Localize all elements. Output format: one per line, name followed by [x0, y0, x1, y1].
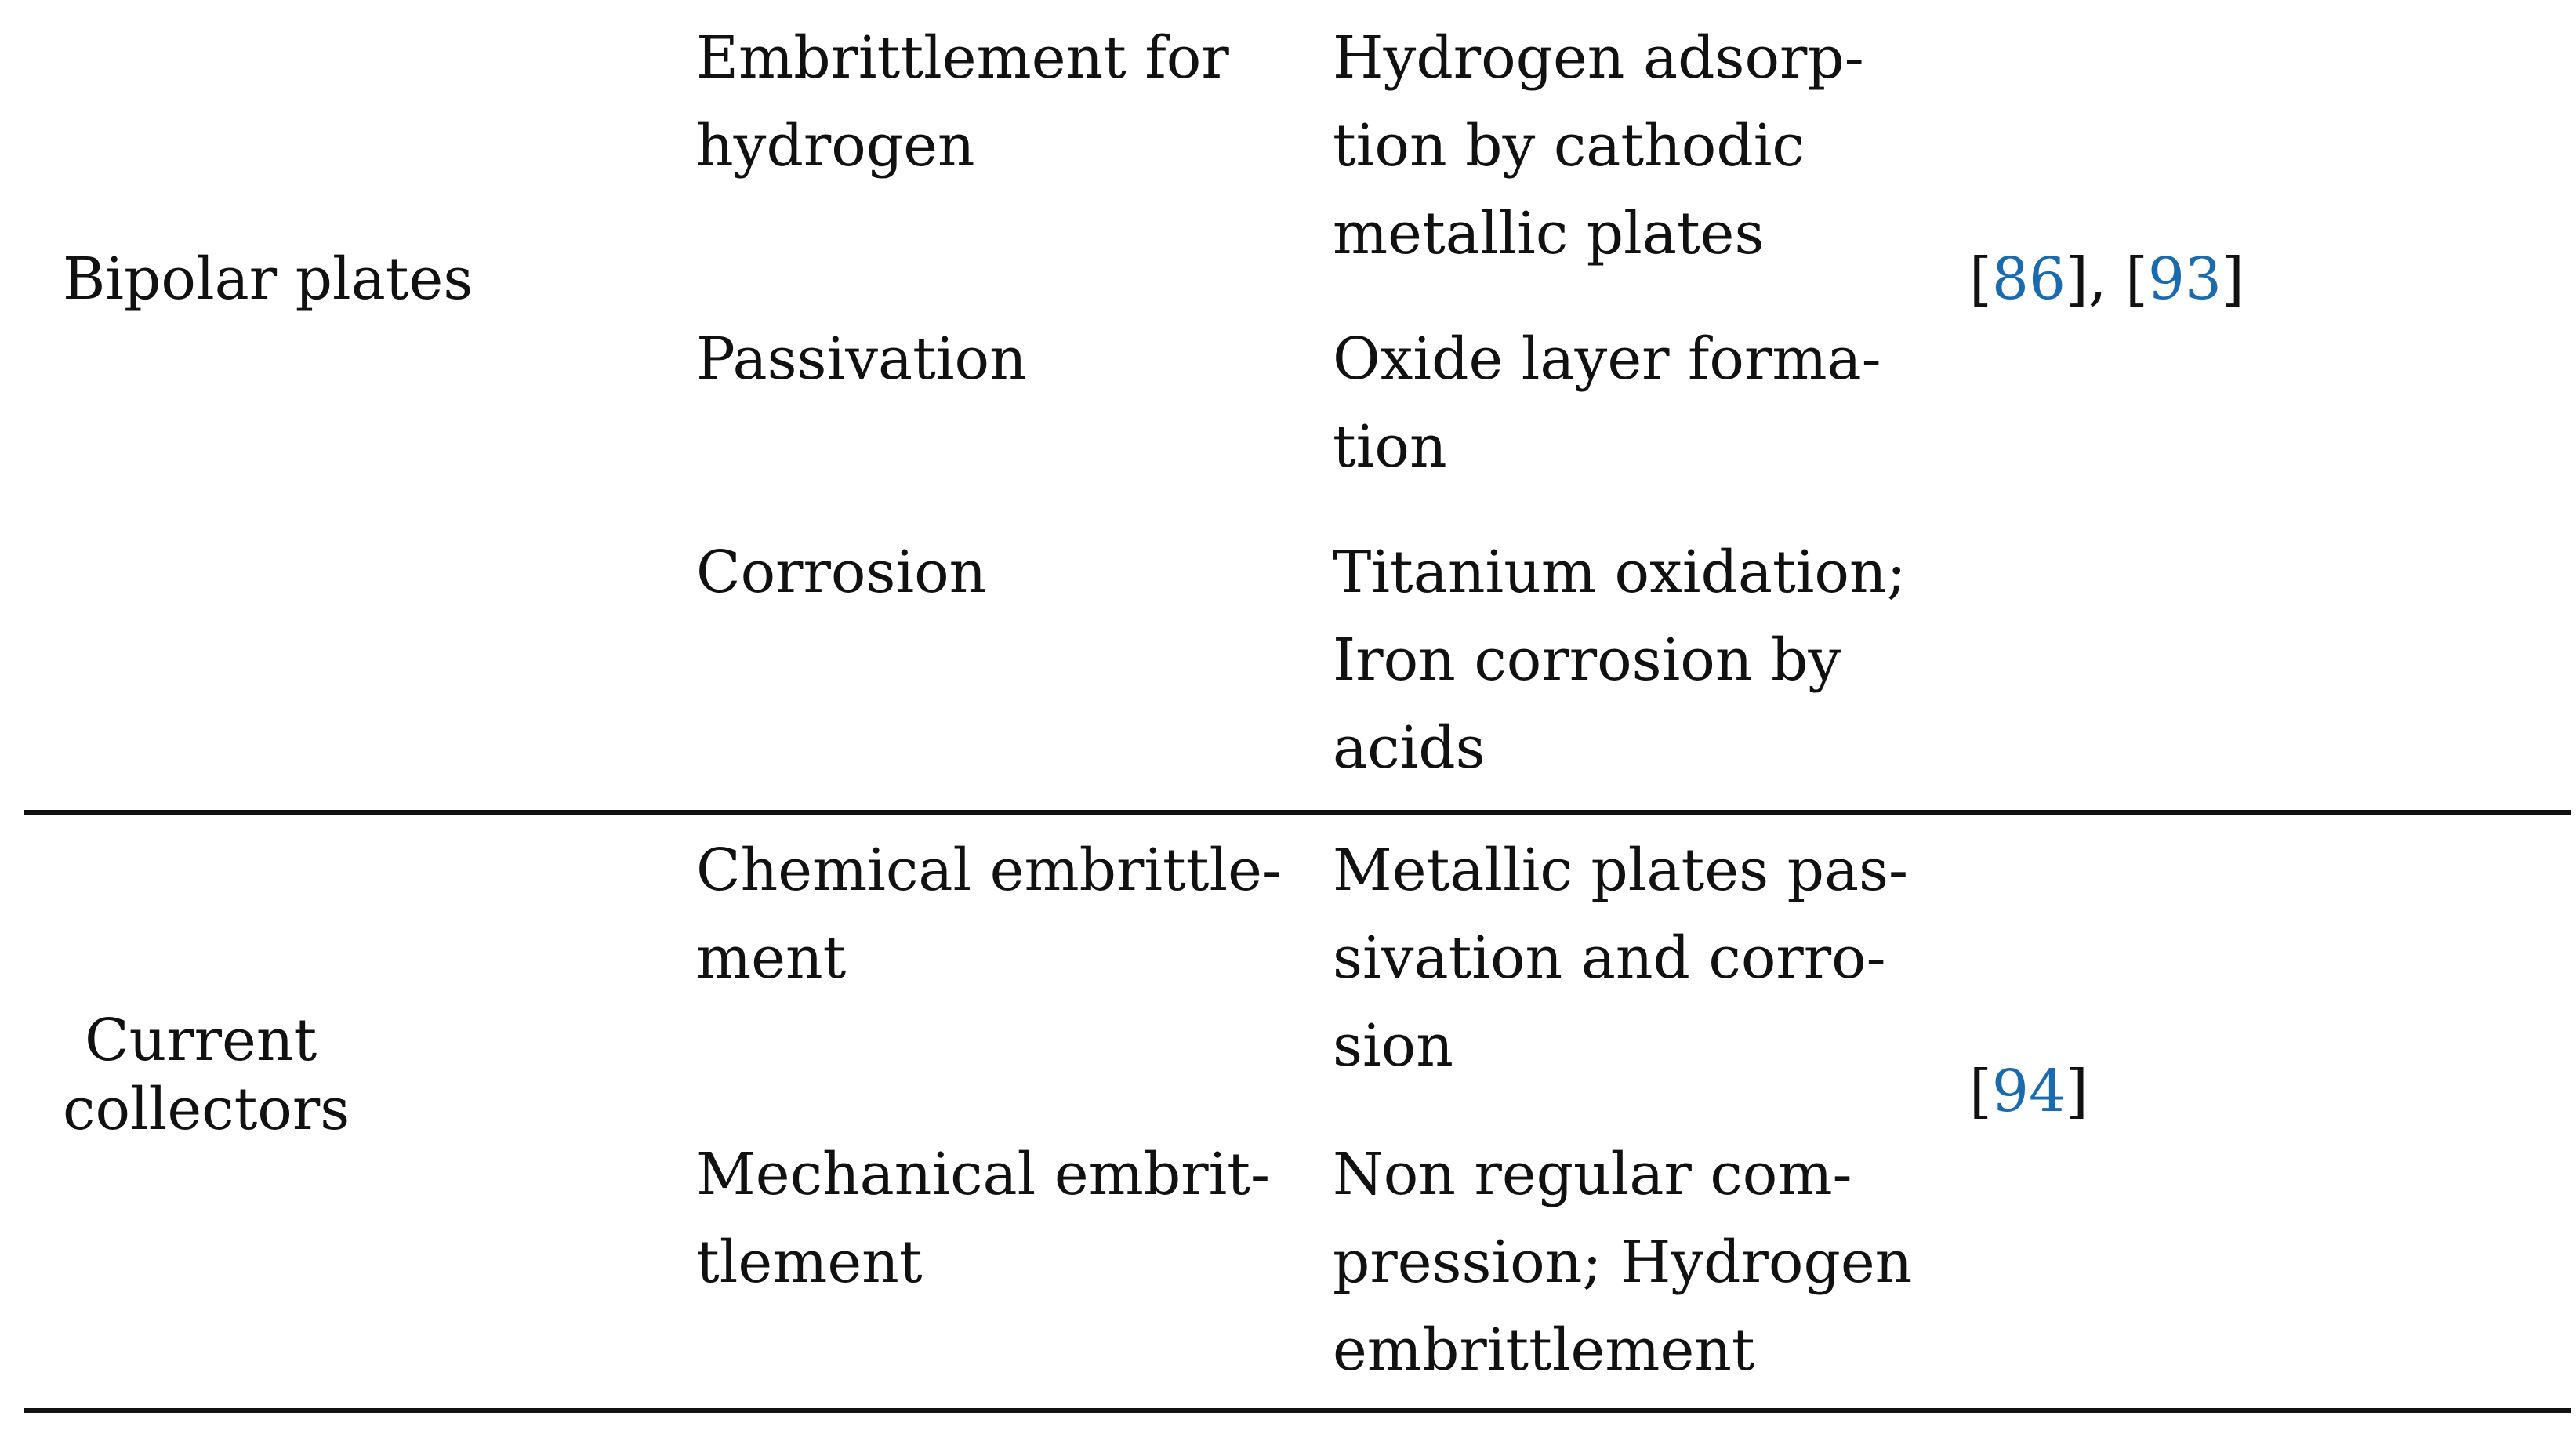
mechanism-chemical-embrittlement-line-1: Chemical embrittle-	[696, 837, 1282, 904]
mechanism-chemical-embrittlement-line-2: ment	[696, 924, 847, 992]
cause-hydrogen-adsorption-line-3: metallic plates	[1333, 200, 1765, 267]
cause-passivation-corrosion-line-1: Metallic plates pas-	[1333, 837, 1909, 904]
component-bipolar-plates: Bipolar plates	[63, 245, 473, 313]
references-bipolar-plates: [86], [93]	[1969, 245, 2244, 313]
cause-passivation-corrosion-line-3: sion	[1333, 1012, 1453, 1080]
row-divider-rule	[24, 810, 2571, 815]
references-current-collectors: [94]	[1969, 1058, 2088, 1125]
mechanism-embrittlement-line-1: Embrittlement for	[696, 24, 1229, 92]
mechanism-corrosion: Corrosion	[696, 539, 987, 606]
cause-passivation-corrosion-line-2: sivation and corro-	[1333, 924, 1886, 992]
component-current-collectors-line-2: collectors	[63, 1076, 350, 1143]
mechanism-mechanical-embrittlement-line-1: Mechanical embrit-	[696, 1141, 1270, 1208]
cause-titanium-oxidation-line-1: Titanium oxidation;	[1333, 539, 1907, 606]
cause-titanium-oxidation-line-2: Iron corrosion by	[1333, 626, 1841, 694]
cause-oxide-layer-line-1: Oxide layer forma-	[1333, 325, 1881, 393]
cause-non-regular-compression-line-3: embrittlement	[1333, 1316, 1755, 1384]
mechanism-passivation: Passivation	[696, 325, 1027, 393]
cause-titanium-oxidation-line-3: acids	[1333, 714, 1486, 782]
cause-hydrogen-adsorption-line-2: tion by cathodic	[1333, 112, 1805, 180]
cause-non-regular-compression-line-1: Non regular com-	[1333, 1141, 1852, 1208]
table-bottom-rule	[24, 1408, 2571, 1413]
cause-oxide-layer-line-2: tion	[1333, 413, 1447, 481]
cause-hydrogen-adsorption-line-1: Hydrogen adsorp-	[1333, 24, 1864, 92]
mechanism-mechanical-embrittlement-line-2: tlement	[696, 1229, 923, 1296]
cause-non-regular-compression-line-2: pression; Hydrogen	[1333, 1229, 1913, 1296]
citation-link[interactable]: 86	[1991, 245, 2066, 313]
component-current-collectors-line-1: Current	[85, 1007, 317, 1074]
citation-link[interactable]: 93	[2147, 245, 2222, 313]
mechanism-embrittlement-line-2: hydrogen	[696, 112, 975, 180]
citation-link[interactable]: 94	[1991, 1058, 2066, 1125]
